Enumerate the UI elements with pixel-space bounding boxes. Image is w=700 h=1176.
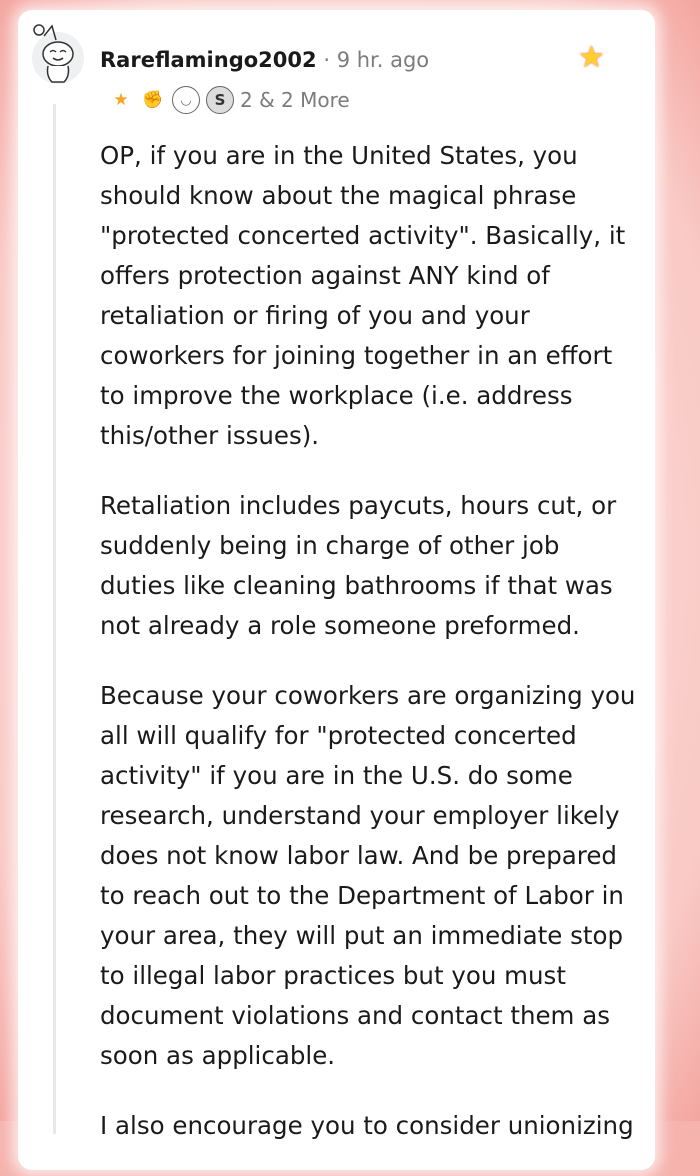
comment-paragraph: [100, 486, 635, 646]
snoo-avatar-icon: [30, 22, 86, 86]
text-line: to reach out to the Department of Labor in: [100, 881, 624, 910]
text-line: research, understand your employer likely: [100, 801, 620, 830]
text-line: this/other issues).: [100, 421, 320, 450]
comment-paragraph: [100, 676, 635, 1076]
awards-more-count: 2 & 2 More: [240, 88, 350, 112]
text-line: should know about the magical phrase: [100, 181, 577, 210]
text-line: retaliation or firing of you and your: [100, 301, 530, 330]
text-line: suddenly being in charge of other job: [100, 531, 560, 560]
comment-paragraph: [100, 1106, 635, 1146]
comment-header: [100, 48, 429, 72]
user-avatar[interactable]: [30, 22, 86, 86]
text-line: duties like cleaning bathrooms if that was: [100, 571, 613, 600]
party-star-award-icon: ★: [113, 90, 129, 110]
thread-line[interactable]: [53, 104, 56, 1134]
text-line: does not know labor law. And be prepared: [100, 841, 617, 870]
text-line: OP, if you are in the United States, you: [100, 141, 578, 170]
username-link[interactable]: Rareflamingo2002: [100, 48, 317, 72]
text-line: "protected concerted activity". Basically, it: [100, 221, 626, 250]
text-line: coworkers for joining together in an effort: [100, 341, 613, 370]
text-line: offers protection against ANY kind of: [100, 261, 550, 290]
text-line: soon as applicable.: [100, 1041, 336, 1070]
comment-body: [100, 136, 635, 1176]
comment-paragraph: [100, 136, 635, 456]
text-line: Because your coworkers are organizing you: [100, 681, 636, 710]
separator: ·: [323, 48, 330, 72]
text-line: all will qualify for "protected concerted: [100, 721, 577, 750]
silver-award-icon: S: [206, 86, 234, 114]
awards-row[interactable]: [108, 86, 350, 114]
smile-award-icon: ◡: [172, 86, 200, 114]
text-line: not already a role someone preformed.: [100, 611, 580, 640]
handshake-award-icon: ✊: [142, 90, 164, 110]
text-line: I also encourage you to consider unionizing: [100, 1111, 634, 1140]
text-line: your area, they will put an immediate stop: [100, 921, 623, 950]
text-line: to improve the workplace (i.e. address: [100, 381, 573, 410]
text-line: to illegal labor practices but you must: [100, 961, 566, 990]
text-line: Retaliation includes paycuts, hours cut, or: [100, 491, 617, 520]
timestamp: 9 hr. ago: [336, 48, 430, 72]
star-award-icon[interactable]: ★: [578, 40, 605, 75]
text-line: document violations and contact them as: [100, 1001, 610, 1030]
text-line: activity" if you are in the U.S. do some: [100, 761, 573, 790]
